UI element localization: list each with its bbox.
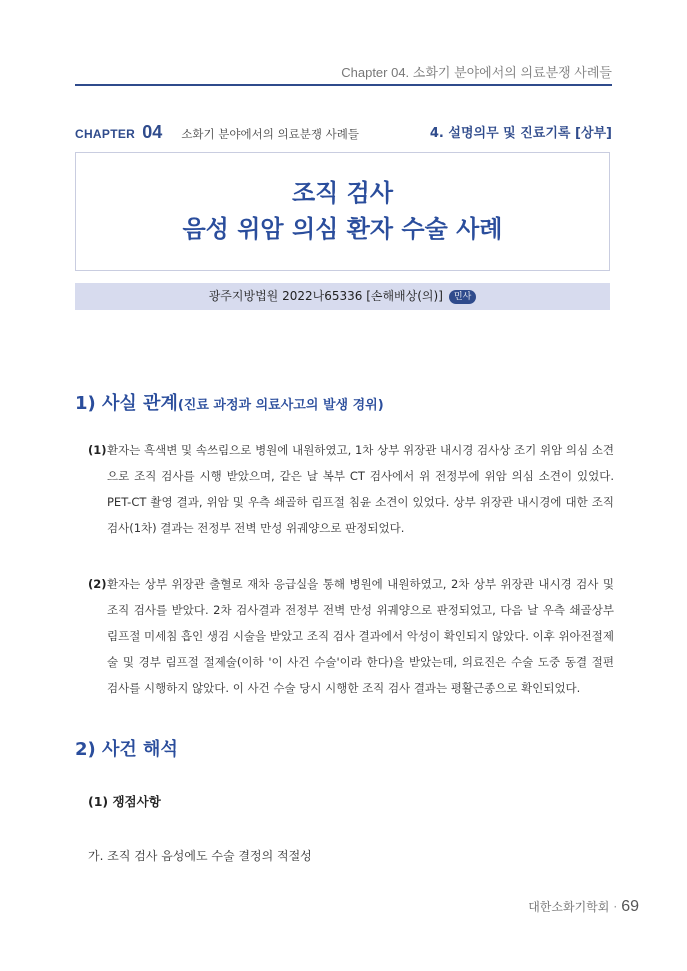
chapter-number: 04: [142, 122, 163, 142]
fact-paragraph-2: [88, 571, 614, 701]
header-rule: [75, 84, 612, 86]
paragraph-text: 환자는 흑색변 및 속쓰림으로 병원에 내원하였고, 1차 상부 위장관 내시경 검사상 조기 위암 의심 소견으로 조직 검사를 시행 받았으며, 같은 날 복부 CT 검사에서 위 전정부에 위암 의심 소견이 있었다. PET-CT 촬영 결과, 위암 및 우측 쇄골하 림프절 침윤 소견이 있었다. 상부 위장관 내시경에 대한 조직 검사(1차) 결과는 전정부 전벽 만성 위궤양으로 판정되었다.: [107, 443, 614, 535]
title-line-1: 조직 검사: [291, 179, 394, 207]
section-1-heading: [75, 389, 384, 415]
case-type-badge: 민사: [449, 290, 476, 304]
case-reference: 광주지방법원 2022나65336 [손해배상(의)]: [208, 289, 443, 303]
footer-separator: ·: [613, 900, 618, 914]
page-number: 69: [621, 898, 639, 915]
page-footer: [528, 898, 639, 916]
issues-subheading: (1) 쟁점사항: [88, 794, 161, 809]
footer-society: 대한소화기학회: [528, 900, 610, 914]
section-1-title: 1) 사실 관계: [75, 393, 178, 414]
case-reference-band: [75, 283, 610, 310]
paragraph-number: (2): [88, 577, 107, 591]
chapter-line: [75, 122, 612, 142]
running-header: Chapter 04. 소화기 분야에서의 의료분쟁 사례들: [341, 65, 612, 80]
issue-item: 가. 조직 검사 음성에도 수술 결정의 적절성: [88, 849, 312, 863]
title-line-2: 음성 위암 의심 환자 수술 사례: [182, 215, 503, 243]
title-box: [75, 152, 610, 271]
section-tag: 4. 설명의무 및 진료기록 [상부]: [429, 126, 612, 141]
chapter-title: 소화기 분야에서의 의료분쟁 사례들: [181, 127, 359, 141]
paragraph-number: (1): [88, 443, 107, 457]
fact-paragraph-1: [88, 437, 614, 541]
section-1-subtitle: (진료 과정과 의료사고의 발생 경위): [177, 398, 384, 413]
section-2-heading: 2) 사건 해석: [75, 739, 178, 760]
chapter-label: CHAPTER: [75, 127, 136, 141]
paragraph-text: 환자는 상부 위장관 출혈로 재차 응급실을 통해 병원에 내원하였고, 2차 상부 위장관 내시경 검사 및 조직 검사를 받았다. 2차 검사결과 전정부 전벽 만성 위궤양으로 판정되었고, 다음 날 우측 쇄골상부 림프절 미세침 흡인 생검 시술을 받았고 조직 검사 결과에서 악성이 확인되지 않았다. 이후 위아전절제술 및 경부 림프절 절제술(이하 '이 사건 수술'이라 한다)을 받았는데, 의료진은 수술 도중 동결 절편 검사를 시행하지 않았다. 이 사건 수술 당시 시행한 조직 검사 결과는 평활근종으로 확인되었다.: [107, 577, 614, 695]
